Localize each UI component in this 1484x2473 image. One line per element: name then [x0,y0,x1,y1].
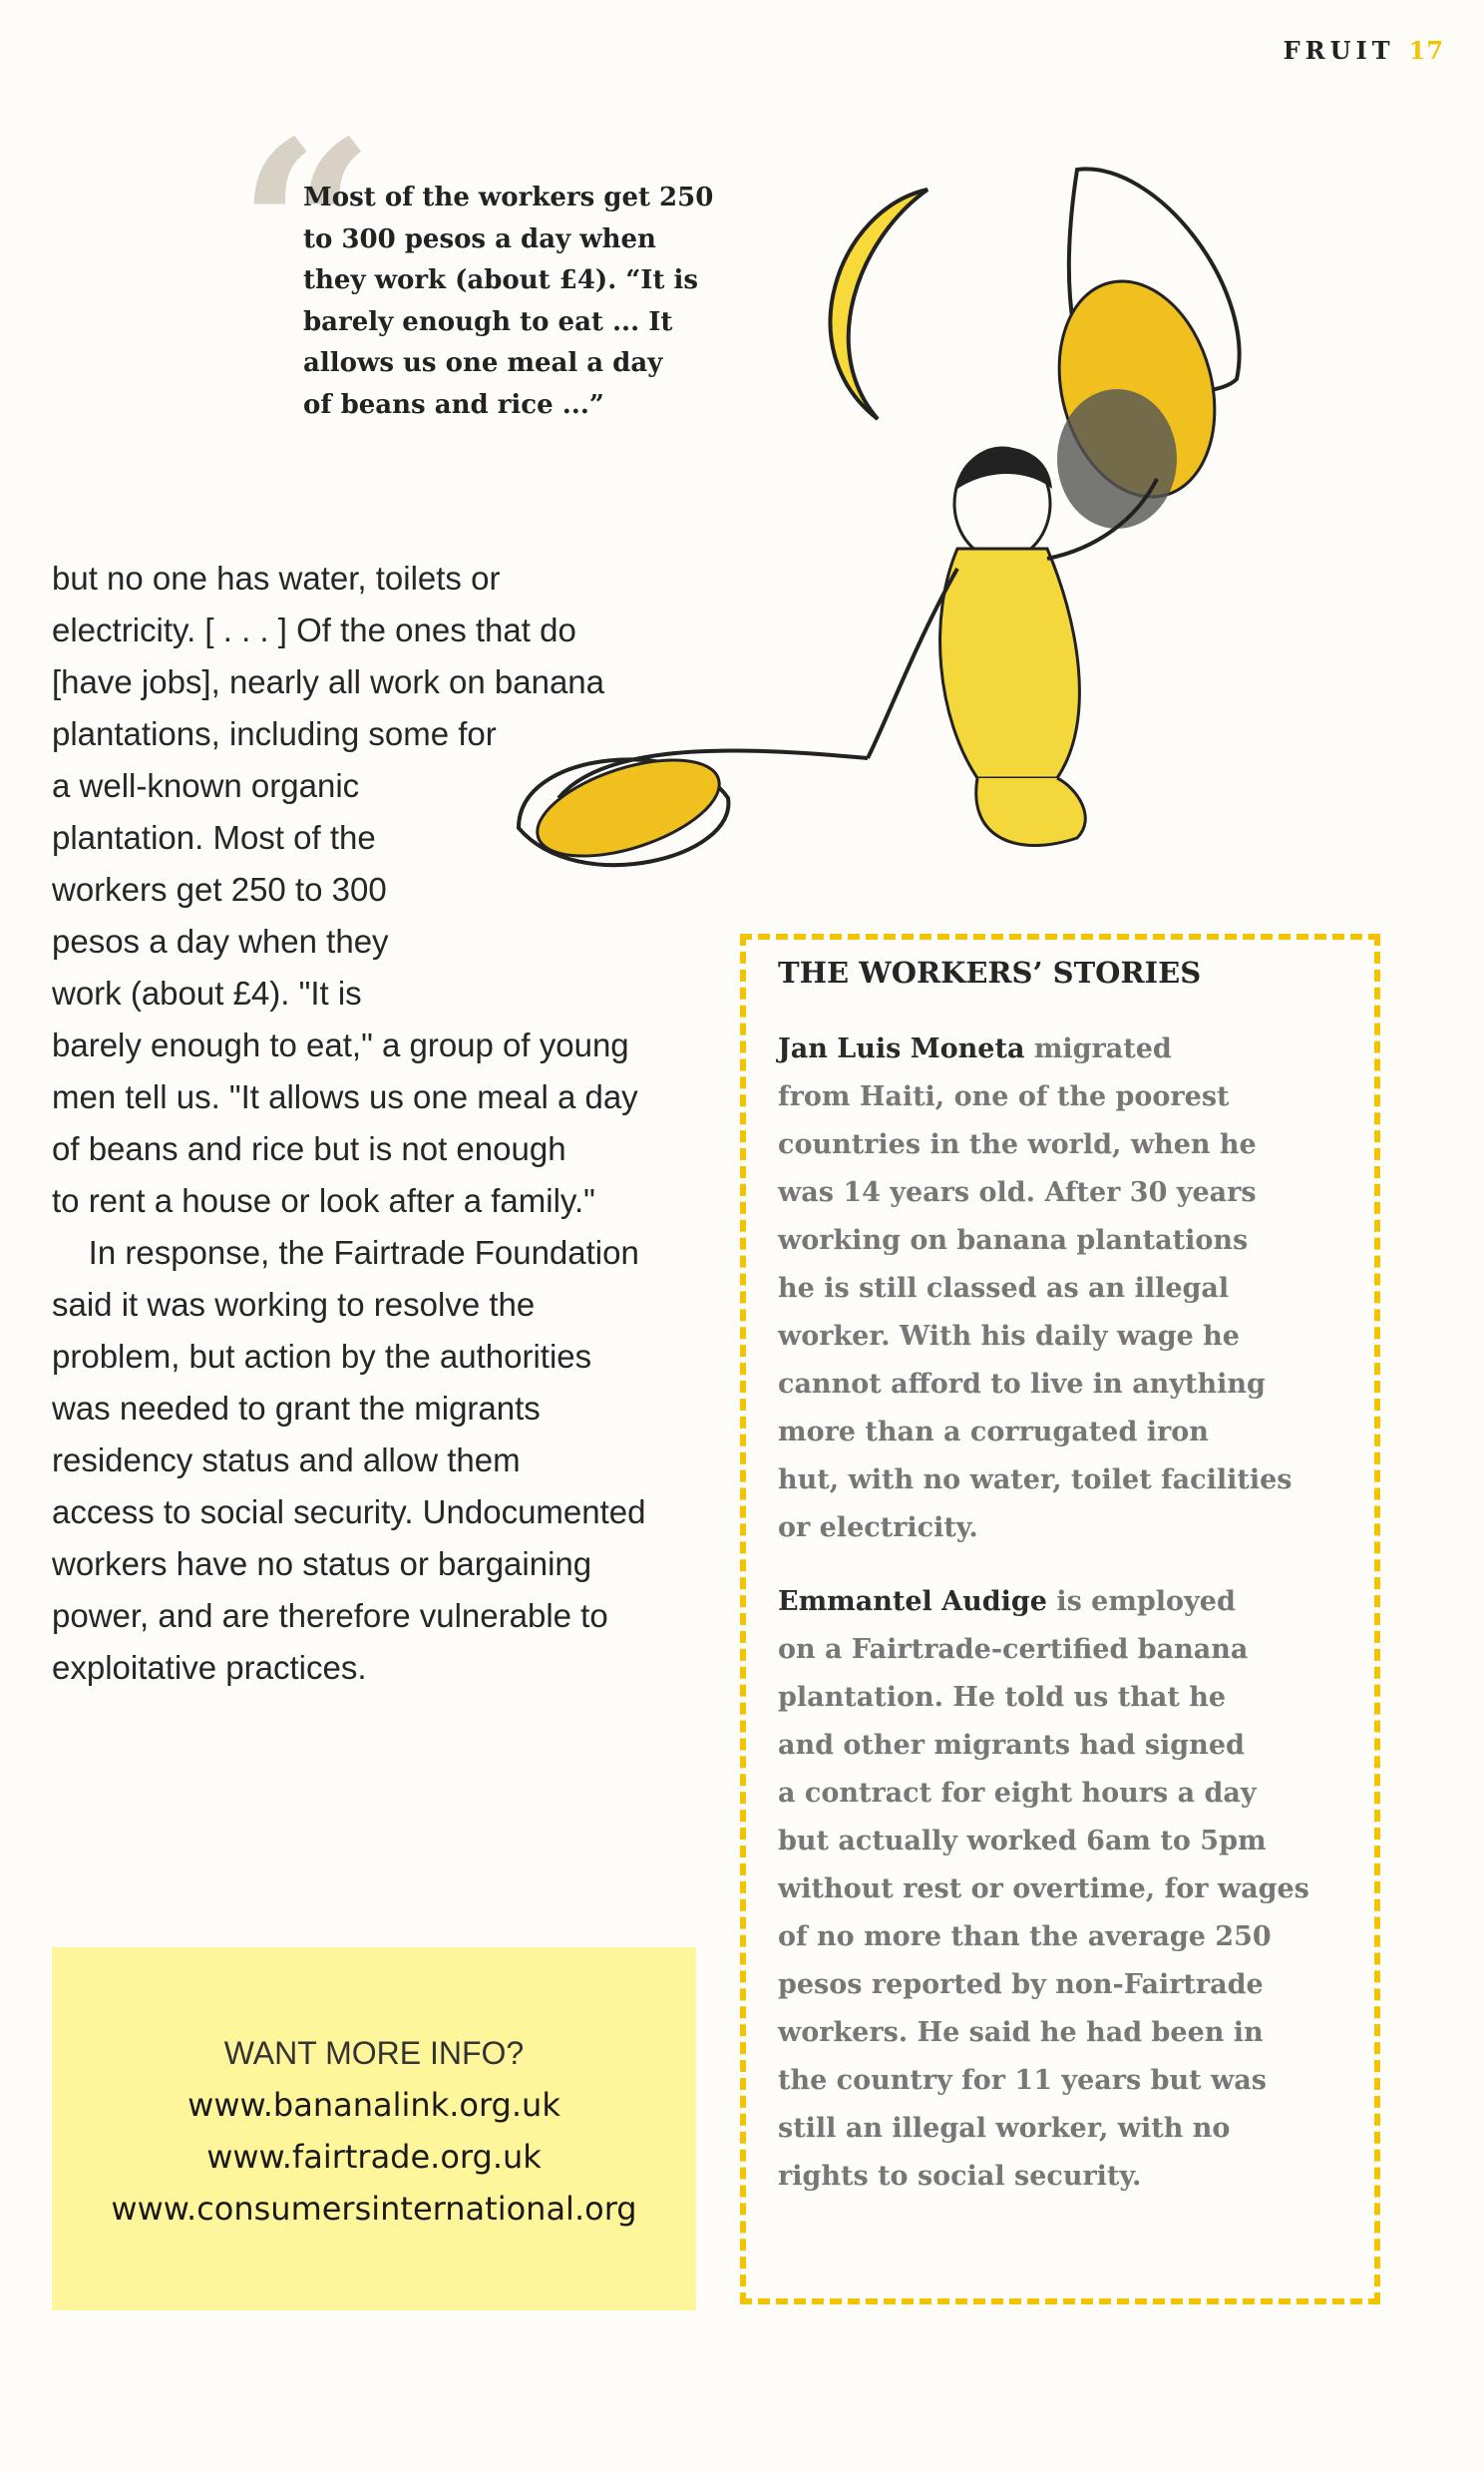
story-line: worker. With his daily wage he [778,1321,1240,1352]
story-line: countries in the world, when he [778,1129,1257,1160]
story-jan-luis-moneta [778,1026,1376,1552]
story-line: but actually worked 6am to 5pm [778,1826,1267,1856]
body-line: problem, but action by the authorities [52,1338,592,1375]
more-info-box [52,1947,696,2310]
body-line: barely enough to eat," a group of young [52,1027,629,1063]
story-line: was 14 years old. After 30 years [778,1177,1257,1208]
story-line: working on banana plantations [778,1225,1249,1256]
story-line: from Haiti, one of the poorest [778,1081,1230,1112]
body-line: a well-known organic [52,767,360,804]
body-line: exploitative practices. [52,1649,367,1686]
boy-body [940,549,1080,778]
story-line: pesos reported by non-Fairtrade [778,1969,1264,2000]
pull-quote-line: they work (about £4). “It is [303,265,699,296]
moon-icon [831,190,928,419]
sidebar-title: THE WORKERS’ STORIES [778,956,1202,990]
body-line: of beans and rice but is not enough [52,1130,566,1167]
story-line: still an illegal worker, with no [778,2113,1231,2144]
info-link-consumersinternational[interactable]: www.consumersinternational.org [111,2190,637,2228]
section-title: FRUIT [1283,36,1395,65]
story-line: hut, with no water, toilet facilities [778,1464,1293,1495]
info-link-fairtrade[interactable]: www.fairtrade.org.uk [206,2138,542,2176]
body-line: said it was working to resolve the [52,1286,536,1323]
story-line: without rest or overtime, for wages [778,1873,1309,1904]
story-line: more than a corrugated iron [778,1417,1209,1447]
page-number: 17 [1408,36,1444,65]
story-line: of no more than the average 250 [778,1921,1272,1952]
story-line: the country for 11 years but was [778,2065,1267,2096]
body-line: access to social security. Undocumented [52,1493,646,1530]
story-line: is employed [1046,1586,1236,1617]
story-line: and other migrants had signed [778,1730,1245,1761]
story-line: plantation. He told us that he [778,1682,1227,1713]
body-line: to rent a house or look after a family." [52,1182,595,1219]
body-line: residency status and allow them [52,1442,521,1478]
body-line: power, and are therefore vulnerable to [52,1597,608,1634]
info-title: WANT MORE INFO? [223,2035,525,2071]
body-line: was needed to grant the migrants [52,1390,541,1427]
story-emmantel-audige [778,1578,1376,2201]
story-line: a contract for eight hours a day [778,1778,1257,1809]
body-line: electricity. [ . . . ] Of the ones that do [52,612,576,648]
article-body [52,553,750,1694]
body-line: pesos a day when they [52,923,389,960]
story-line: migrated [1024,1033,1172,1064]
sack-shadow [1057,389,1177,529]
story-line: cannot afford to live in anything [778,1369,1266,1400]
body-line: In response, the Fairtrade Foundation [52,1234,639,1271]
page-header [1284,36,1444,65]
pull-quote-line: barely enough to eat ... It [303,306,673,337]
story-name: Jan Luis Moneta [778,1033,1025,1064]
body-line: plantation. Most of the [52,819,376,856]
body-line: workers get 250 to 300 [52,871,387,908]
story-line: rights to social security. [778,2161,1142,2192]
story-line: on a Fairtrade-certified banana [778,1634,1249,1665]
boy-legs [976,778,1086,846]
story-line: workers. He said he had been in [778,2017,1264,2048]
pull-quote-line: to 300 pesos a day when [303,223,656,254]
story-name: Emmantel Audige [778,1586,1047,1617]
pull-quote-line: allows us one meal a day [303,348,663,379]
info-link-bananalink[interactable]: www.bananalink.org.uk [187,2086,560,2124]
body-line: [have jobs], nearly all work on banana [52,663,605,700]
pull-quote-line: of beans and rice ...” [303,389,604,420]
body-line: work (about £4). "It is [52,975,362,1012]
quote-mark-icon: “ [237,89,376,370]
story-line: or electricity. [778,1512,978,1543]
story-line: he is still classed as an illegal [778,1273,1230,1304]
pull-quote-line: Most of the workers get 250 [303,183,714,212]
body-line: men tell us. "It allows us one meal a day [52,1078,638,1115]
body-line: plantations, including some for [52,715,497,752]
body-line: but no one has water, toilets or [52,560,501,597]
body-line: workers have no status or bargaining [52,1545,592,1582]
